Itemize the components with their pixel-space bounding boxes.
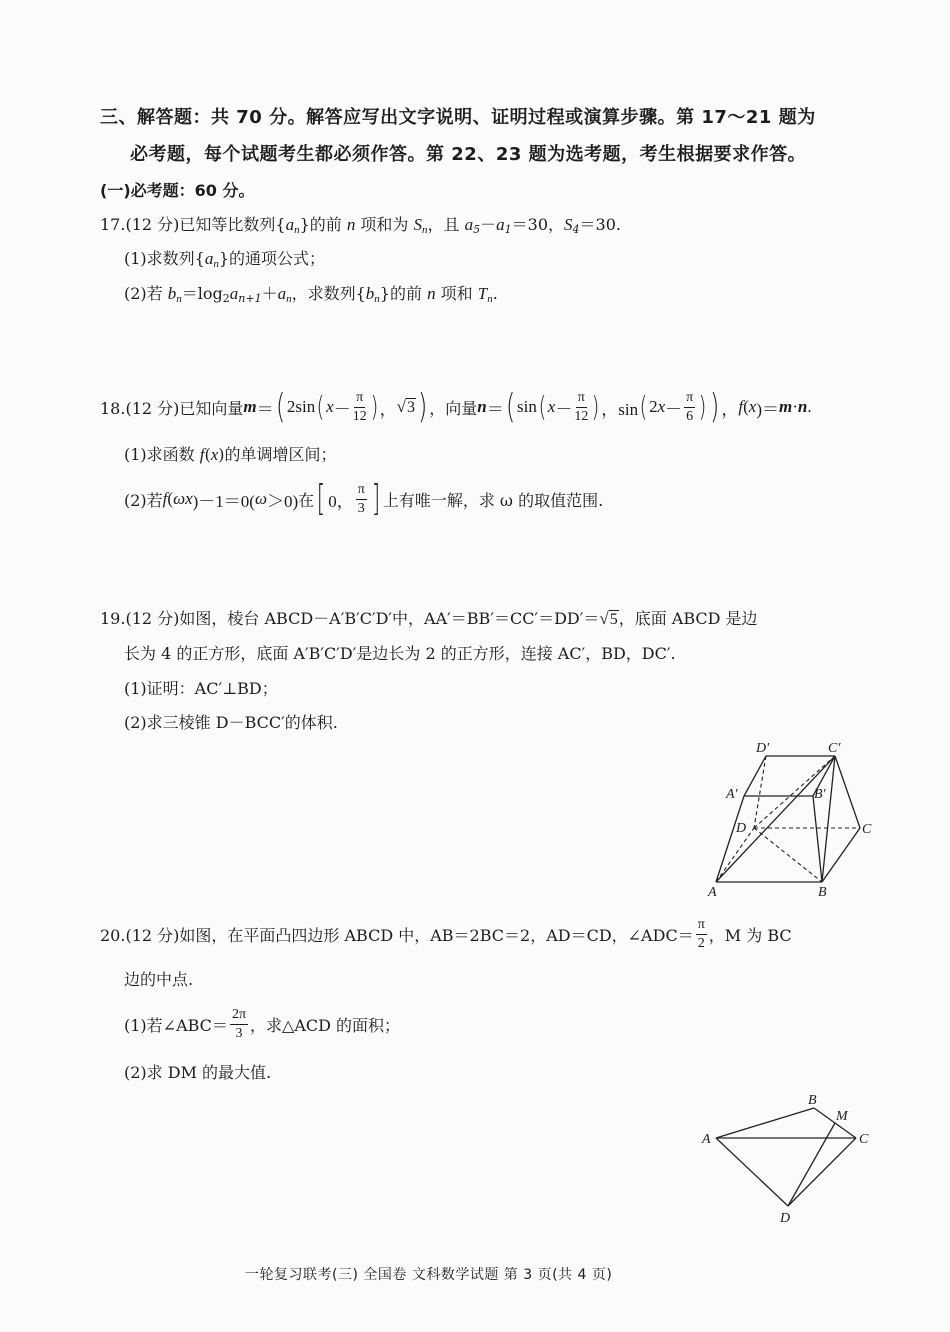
label-cprime: C′ [828, 741, 841, 756]
label-b: B [808, 1093, 817, 1108]
q20-stem-line1: 20.(12 分)如图，在平面凸四边形 ABCD 中，AB＝2BC＝2，AD＝CD，∠ADC＝ $\frac{\pi}{2}$ ，M 为 BC [100, 916, 792, 951]
edge-c-d [788, 1138, 856, 1206]
q19-frustum-figure [700, 740, 890, 900]
segment-d-m [788, 1123, 835, 1206]
q18-stem: 18.(12 分)已知向量 m ＝ ( 2sin ( x － $\frac{\pi}{12}$ ) ， √ 3 ) ，向量 n ＝ ( sin ( x － $\frac{\pi}{12}$ ) ，sin ( 2 x － $\frac{\pi}{6}$ ) ) ， f ( x )＝ m · n . [100, 387, 812, 427]
label-b: B [818, 885, 827, 900]
label-m: M [836, 1109, 848, 1124]
q20-stem-line2: 边的中点. [124, 970, 194, 989]
edge-a-d [716, 1138, 788, 1206]
q19-part2: (2)求三棱锥 D－BCC′的体积. [124, 713, 338, 732]
label-dprime: D′ [756, 741, 770, 756]
q20-part2: (2)求 DM 的最大值. [124, 1063, 272, 1082]
q19-part1: (1)证明：AC′⊥BD； [124, 679, 278, 698]
hidden-edge-d-b [754, 828, 822, 882]
edge-dprime-aprime [744, 756, 766, 796]
q17-part1: (1)求数列$\{a_n\}$的通项公式； [124, 249, 326, 270]
edge-aprime-a [716, 796, 747, 882]
label-bprime: B′ [814, 787, 826, 802]
edge-a-cprime [716, 756, 835, 882]
label-d: D [736, 821, 747, 836]
section-title-line2: 必考题，每个试题考生都必须作答。第 22、23 题为选考题，考生根据要求作答。 [130, 144, 807, 165]
q20-quadrilateral-figure [700, 1090, 890, 1230]
q19-stem-line1: 19.(12 分)如图，棱台 ABCD－A′B′C′D′中，AA′＝BB′＝CC′＝DD′＝√5，底面 ABCD 是边 [100, 609, 758, 628]
q18-part1: (1)求函数 f(x)的单调增区间； [124, 445, 337, 464]
q17-label: 17.(12 分)已知等比数列{ [100, 215, 286, 234]
label-d: D [780, 1211, 791, 1226]
edge-bprime-b [813, 796, 822, 882]
label-c: C [862, 822, 872, 837]
edge-b-c [822, 828, 860, 882]
q17-stem: 17.(12 分)已知等比数列$\{a_n\}$的前 n 项和为 $S_n$，且 $a_5-a_1=30$，$S_4=30$. [100, 215, 621, 236]
section-subhead: (一)必考题：60 分。 [100, 181, 255, 200]
label-a: A [702, 1132, 711, 1147]
label-c: C [859, 1132, 869, 1147]
label-aprime: A′ [726, 787, 738, 802]
q20-part1: (1)若∠ABC＝ $\frac{2\pi}{3}$ ，求△ACD 的面积； [124, 1006, 401, 1041]
q17-part2: (2)若 $b_n=\log_2a_{n+1}+a_n$，求数列$\{b_n\}$的前 n 项和 $T_n$. [124, 284, 498, 305]
section-title-line1: 三、解答题：共 70 分。解答应写出文字说明、证明过程或演算步骤。第 17～21 题为 [100, 107, 816, 128]
page-footer: 一轮复习联考(三) 全国卷 文科数学试题 第 3 页(共 4 页) [245, 1267, 613, 1283]
edge-a-b [716, 1108, 814, 1138]
edge-cprime-c [835, 756, 860, 828]
hidden-edge-a-d [716, 828, 754, 882]
q18-part2: (2)若 f ( ωx )－1＝0( ω ＞0) 在 [ 0， $\frac{\pi}{3}$ ] 上有唯一解，求 ω 的取值范围. [124, 478, 604, 519]
label-a: A [708, 885, 717, 900]
q19-stem-line2: 长为 4 的正方形，底面 A′B′C′D′是边长为 2 的正方形，连接 AC′，BD，DC′. [124, 644, 676, 663]
